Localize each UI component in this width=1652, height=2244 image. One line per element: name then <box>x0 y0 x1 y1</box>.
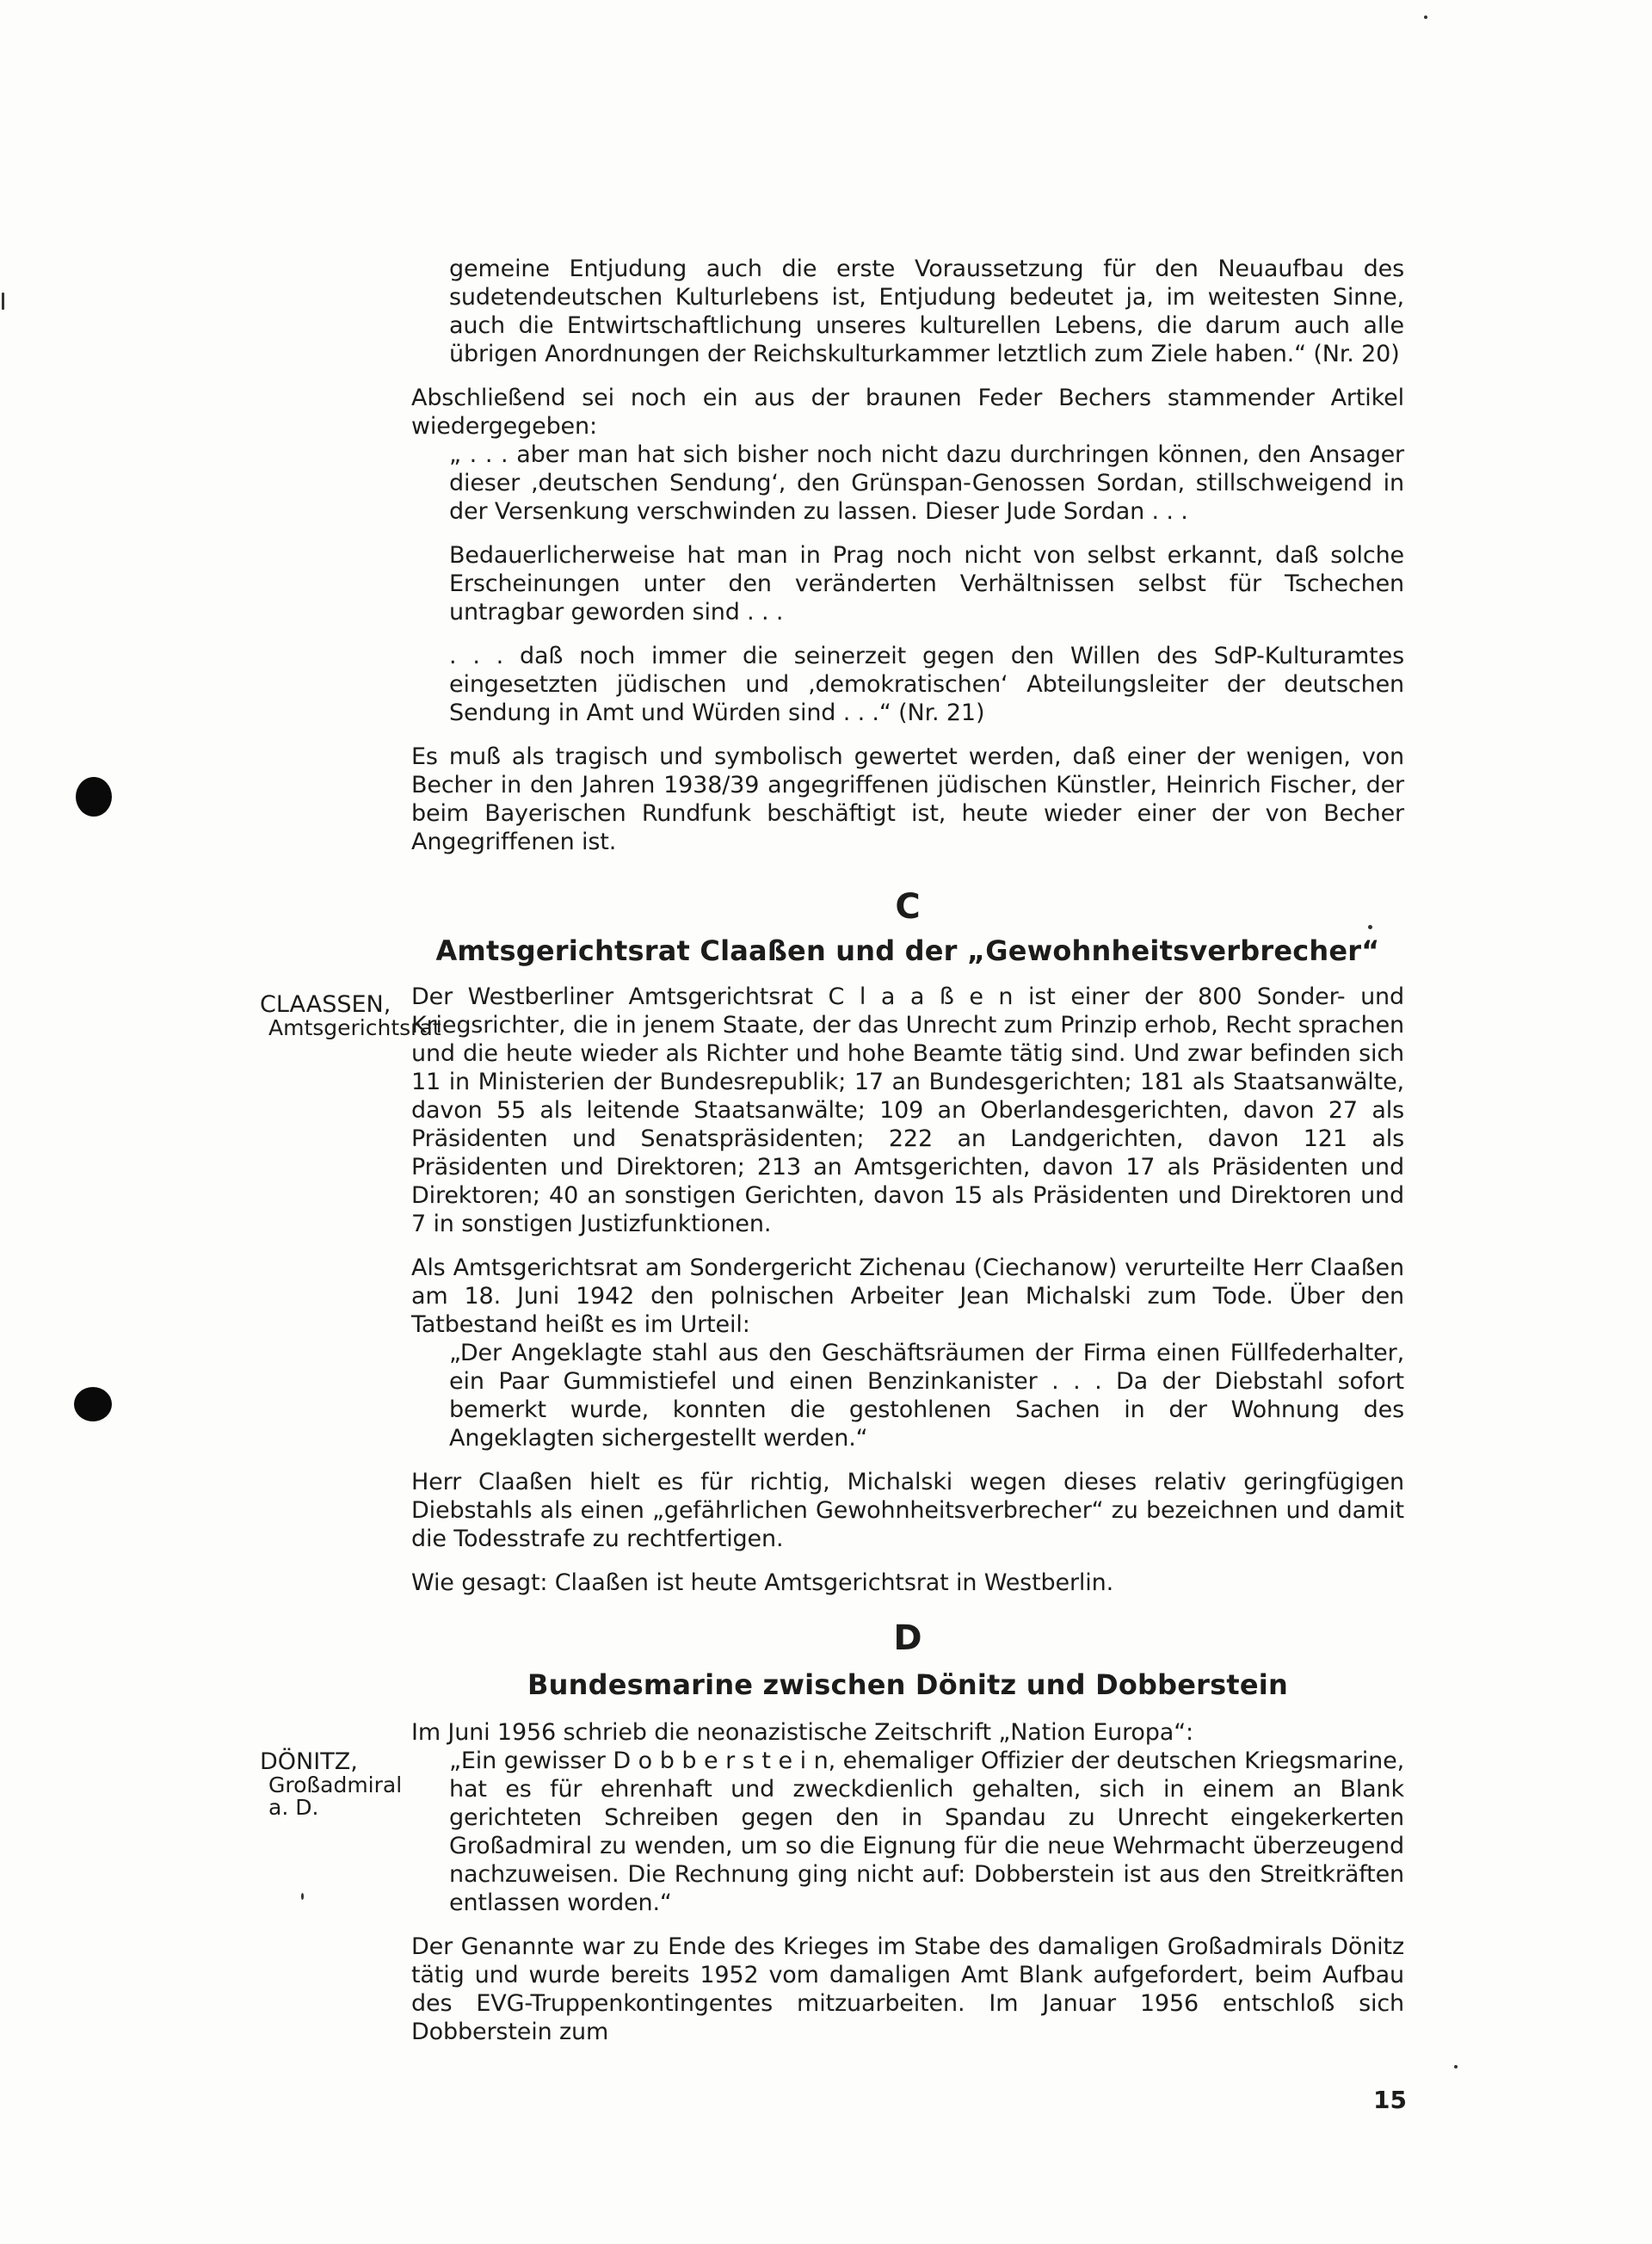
section-c-body <box>411 983 1404 1597</box>
scan-speck <box>2 293 4 310</box>
paragraph: Der Westberliner Amtsgerichtsrat C l a a ß e n ist einer der 800 Sonder- und Kriegsrichter, die in jenem Staate, der das Unrecht zum Prinzip erhob, Recht sprachen und die heute wieder als Richter und hohe Beamte tätig sind. Und zwar befinden sich 11 in Ministerien der Bundesrepublik; 17 an Bundesgerichten; 181 als Staatsanwälte, davon 55 als leitende Staatsanwälte; 109 an Oberlandesgerichten, davon 27 als Präsidenten und Senatspräsidenten; 222 an Landgerichten, davon 121 als Präsidenten und Direktoren; 213 an Amtsgerichten, davon 17 als Präsidenten und Direktoren; 40 an sonstigen Gerichten, davon 15 als Präsidenten und Direktoren und 7 in sonstigen Justizfunktionen. <box>411 983 1404 1237</box>
paragraph: Wie gesagt: Claaßen ist heute Amtsgerichtsrat in Westberlin. <box>411 1569 1114 1596</box>
section-heading: Amtsgerichtsrat Claaßen und der „Gewohnheitsverbrecher“ <box>435 934 1380 967</box>
margin-note <box>260 1748 403 1820</box>
margin-name: CLAASSEN, <box>260 991 391 1018</box>
margin-role: Amtsgerichtsrat <box>268 1015 441 1040</box>
margin-role: Großadmiral a. D. <box>268 1772 403 1820</box>
paragraph: gemeine Entjudung auch die erste Voraussetzung für den Neuaufbau des sudetendeutschen Kulturlebens ist, Entjudung bedeutet ja, im weitesten Sinne, auch die Entwirtschaftlichung unseres kulturellen Lebens, die darum auch alle übrigen Anordnungen der Reichskulturkammer letztlich zum Ziele haben.“ (Nr. 20) <box>449 256 1404 367</box>
scan-speck <box>301 1893 304 1900</box>
paragraph: Der Genannte war zu Ende des Krieges im Stabe des damaligen Großadmirals Dönitz tätig und wurde bereits 1952 vom damaligen Amt Blank aufgefordert, beim Aufbau des EVG-Truppenkontingentes mitzuarbeiten. Im Januar 1956 entschloß sich Dobberstein zum <box>411 1933 1404 2045</box>
section-d-body <box>411 1718 1404 2046</box>
quote: „Ein gewisser D o b b e r s t e i n, ehemaliger Offizier der deutschen Kriegsmarine, hat es für ehrenhaft und zweckdienlich gehalten, sich in einem an Blank gerichteten Schreiben gegen den in Spandau zu Unrecht eingekerkerten Großadmiral zu wenden, um so die Eignung für die neue Wehrmacht überzeugend nachzuweisen. Die Rechnung ging nicht auf: Dobberstein ist aus den Streitkräften entlassen worden.“ <box>449 1748 1404 1916</box>
top-section <box>411 255 1404 856</box>
quote: . . . daß noch immer die seinerzeit gegen den Willen des SdP-Kulturamtes eingesetzten jüdischen und ‚demokratischen‘ Abteilungsleiter der deutschen Sendung in Amt und Würden sind . . .“ (Nr. 21) <box>449 643 1404 726</box>
punch-hole <box>74 1387 112 1421</box>
paragraph: Als Amtsgerichtsrat am Sondergericht Zichenau (Ciechanow) verurteilte Herr Claaßen am 18. Juni 1942 den polnischen Arbeiter Jean Michalski zum Tode. Über den Tatbestand heißt es im Urteil: <box>411 1255 1404 1338</box>
paragraph: Herr Claaßen hielt es für richtig, Michalski wegen dieses relativ geringfügigen Diebstahls als einen „gefährlichen Gewohnheitsverbrecher“ zu bezeichnen und damit die Todesstrafe zu rechtfertigen. <box>411 1469 1404 1552</box>
punch-hole <box>76 777 112 817</box>
paragraph: Im Juni 1956 schrieb die neonazistische Zeitschrift „Nation Europa“: <box>411 1719 1193 1746</box>
page-number: 15 <box>1373 2086 1407 2114</box>
paragraph: Abschließend sei noch ein aus der braunen Feder Bechers stammender Artikel wiedergegeben: <box>411 385 1404 440</box>
margin-note <box>260 991 441 1040</box>
section-heading: Bundesmarine zwischen Dönitz und Dobberstein <box>527 1668 1288 1701</box>
scan-speck <box>1424 15 1427 19</box>
margin-name: DÖNITZ, <box>260 1748 358 1775</box>
paragraph: Es muß als tragisch und symbolisch gewertet werden, daß einer der wenigen, von Becher in den Jahren 1938/39 angegriffenen jüdischen Künstler, Heinrich Fischer, der beim Bayerischen Rundfunk beschäftigt ist, heute wieder einer der von Becher Angegriffenen ist. <box>411 743 1404 855</box>
section-letter: D <box>893 1618 922 1658</box>
scan-speck <box>1454 2065 1458 2068</box>
section-letter: C <box>895 887 921 927</box>
quote: „ . . . aber man hat sich bisher noch nicht dazu durchringen können, den Ansager dieser ‚deutschen Sendung‘, den Grünspan-Genossen Sordan, stillschweigend in der Versenkung verschwinden zu lassen. Dieser Jude Sordan . . . <box>449 441 1404 525</box>
quote: „Der Angeklagte stahl aus den Geschäftsräumen der Firma einen Füllfederhalter, ein Paar Gummistiefel und einen Benzinkanister . . . Da der Diebstahl sofort bemerkt wurde, konnten die gestohlenen Sachen in der Wohnung des Angeklagten sichergestellt werden.“ <box>449 1340 1404 1452</box>
quote: Bedauerlicherweise hat man in Prag noch nicht von selbst erkannt, daß solche Erscheinungen unter den veränderten Verhältnissen selbst für Tschechen untragbar geworden sind . . . <box>449 542 1404 626</box>
